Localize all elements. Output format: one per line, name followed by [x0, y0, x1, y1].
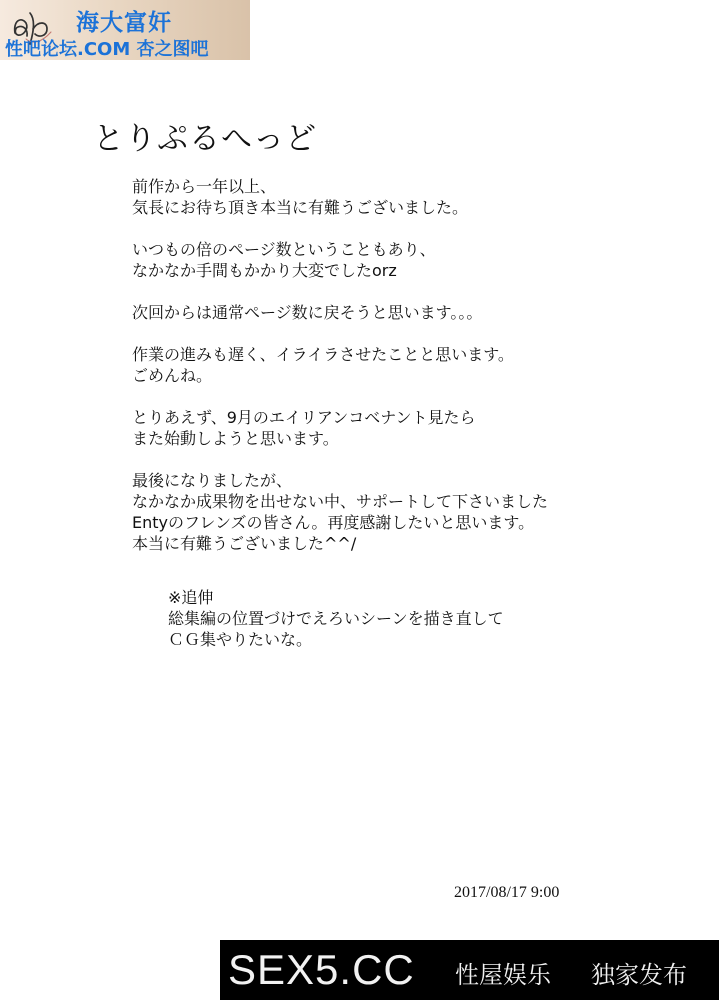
message-line: いつもの倍のページ数ということもあり、 [132, 240, 436, 259]
page-title: とりぷるへっど [93, 121, 317, 157]
publish-timestamp: 2017/08/17 9:00 [454, 884, 560, 901]
watermark-site-title: 海大富奸 [76, 10, 172, 36]
message-body [132, 176, 602, 575]
postscript-line: 総集編の位置づけでえろいシーンを描き直して [168, 609, 504, 628]
watermark-brand: SEX5.CC [228, 946, 415, 993]
message-line: Entyのフレンズの皆さん。再度感謝したいと思います。 [132, 513, 535, 532]
message-paragraph-2 [132, 239, 602, 281]
message-line: ごめんね。 [132, 366, 213, 385]
postscript-line: ※追伸 [168, 588, 214, 607]
message-paragraph-5 [132, 407, 602, 449]
message-line: 前作から一年以上、 [132, 177, 277, 196]
bottom-watermark-banner [220, 940, 719, 1000]
message-paragraph-6 [132, 470, 602, 554]
message-paragraph-1 [132, 176, 602, 218]
watermark-label-2: 独家发布 [591, 961, 687, 989]
message-line: 次回からは通常ページ数に戻そうと思います。。。 [132, 303, 483, 322]
watermark-site-subtitle: 性吧论坛.COM 杏之图吧 [5, 39, 209, 60]
top-watermark-banner [0, 0, 250, 60]
message-line: 気長にお待ち頂き本当に有難うございました。 [132, 198, 469, 217]
message-line: また始動しようと思います。 [132, 429, 339, 448]
postscript-line: ＣＧ集やりたいな。 [168, 630, 313, 649]
message-line: なかなか成果物を出せない中、サポートして下さいました [132, 492, 549, 511]
message-line: とりあえず、9月のエイリアンコベナント見たら [132, 408, 476, 427]
postscript [168, 587, 504, 650]
message-line: 最後になりましたが、 [132, 471, 293, 490]
message-line: 作業の進みも遅く、イライラさせたことと思います。 [132, 345, 514, 364]
message-line: なかなか手間もかかり大変でしたorz [132, 261, 397, 280]
watermark-label-1: 性屋娱乐 [455, 961, 551, 989]
message-line: 本当に有難うございました^^/ [132, 534, 357, 553]
message-paragraph-3 [132, 302, 602, 323]
message-paragraph-4 [132, 344, 602, 386]
